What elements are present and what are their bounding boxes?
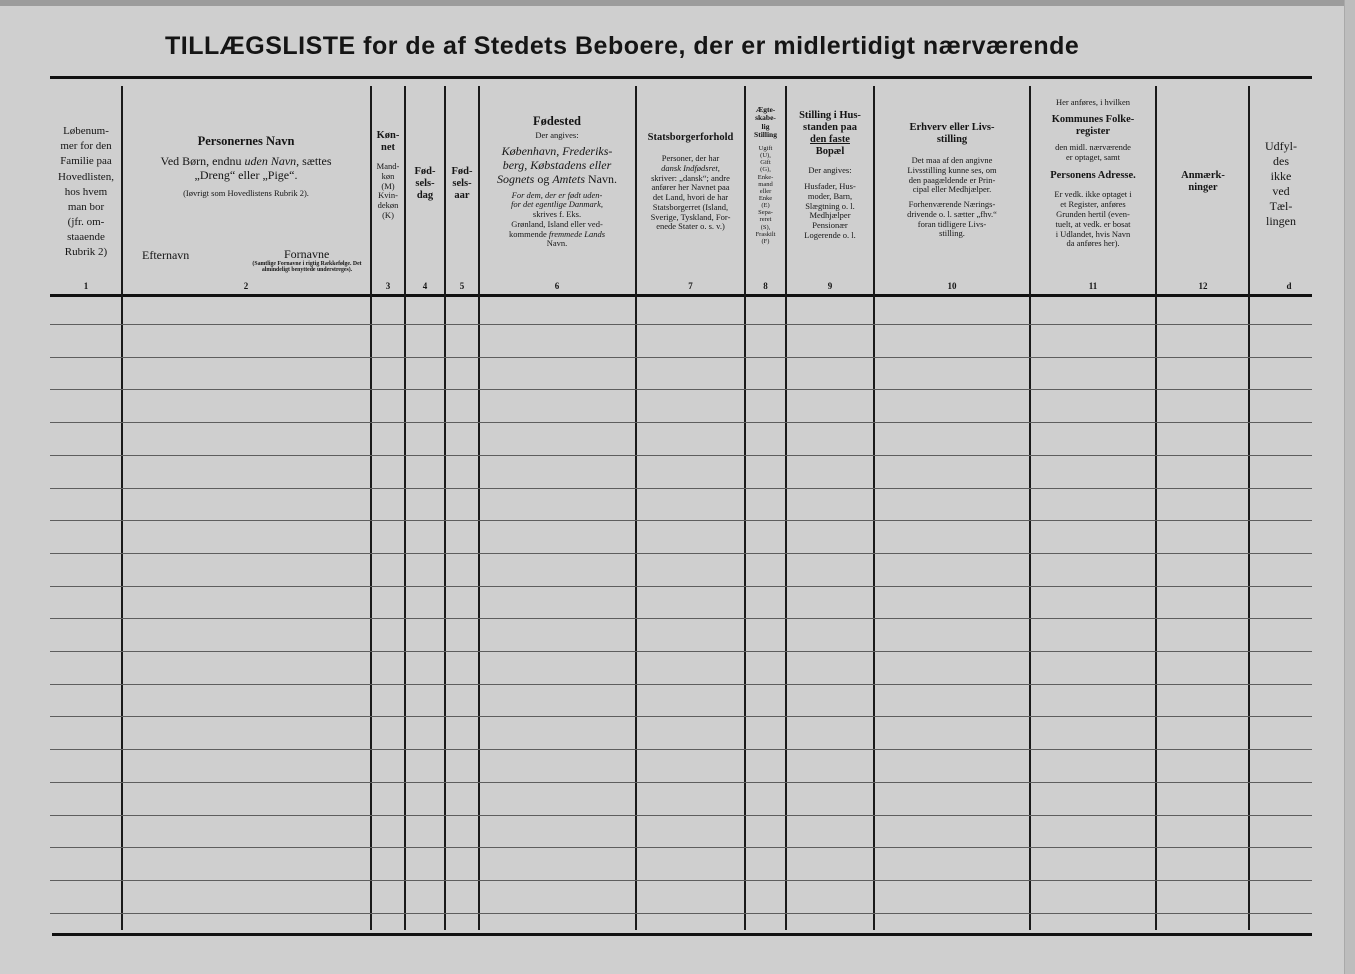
row-line — [50, 618, 1312, 619]
col10-heading: Erhverv eller Livs- — [909, 122, 995, 133]
col6-mixed — [481, 173, 633, 187]
col1-line: man bor — [67, 200, 105, 213]
col6-italic: Sognets — [496, 171, 535, 186]
col6-italic: fremmede Lands — [548, 228, 605, 239]
col7-line: det Land, hvori de har — [652, 192, 729, 203]
col-d-line: des — [1273, 154, 1289, 168]
col11-top: Her anføres, i hvilken — [1055, 98, 1131, 107]
col8-heading: lig — [761, 121, 770, 131]
row-line — [50, 422, 1312, 423]
col1-line: Hovedlisten, — [58, 170, 114, 183]
col10-line: Det maa af den angivne — [911, 155, 993, 166]
form-title: TILLÆGSLISTE for de af Stedets Beboere, der er midlertidigt nærværende — [165, 32, 1080, 60]
col6-heading: Fødested — [533, 114, 581, 128]
col-d-line: Udfyl- — [1265, 139, 1297, 153]
col6-small: Grønland, Island eller ved- — [511, 218, 603, 229]
col8-line: (G), — [760, 166, 771, 174]
col7-line: Sverige, Tyskland, For- — [650, 211, 731, 222]
col9-line: Medhjælper — [809, 210, 851, 221]
row-line — [50, 586, 1312, 587]
col9-heading: Stilling i Hus- — [799, 110, 861, 121]
column-number: 5 — [459, 281, 465, 291]
col2-text: sættes — [302, 154, 332, 169]
col7-line: enede Stater o. s. v.) — [656, 221, 725, 232]
column-divider — [121, 86, 123, 930]
col5-heading: sels- — [452, 178, 472, 190]
col11-heading2: Personens Adresse. — [1050, 170, 1136, 182]
col8-line: eller — [759, 187, 772, 195]
column-number: 4 — [422, 281, 428, 291]
col2-text: Ved Børn, endnu — [160, 154, 242, 169]
col12-heading: Anmærk- — [1181, 170, 1225, 181]
col-d-line: ikke — [1270, 169, 1292, 183]
col7-italic: dansk Indfødsret, — [661, 162, 720, 173]
col1-header — [52, 124, 120, 328]
column-divider — [1029, 86, 1031, 930]
col6-sub: Der angives: — [535, 130, 579, 141]
row-line — [50, 455, 1312, 456]
col11-heading: register — [1075, 125, 1111, 137]
col6-italic-small: For dem, der er født uden- — [511, 189, 603, 200]
col2-surname-label: Efternavn — [142, 248, 190, 262]
col11-line: Grunden hertil (even- — [1056, 209, 1130, 220]
col9-sub: Der angives: — [808, 165, 852, 176]
col1-line: mer for den — [60, 140, 112, 153]
col4-heading: Fød- — [414, 166, 436, 177]
col1-line: (jfr. om- — [67, 216, 105, 229]
col8-header — [746, 106, 785, 310]
col11-line: et Register, anføres — [1060, 199, 1126, 210]
row-line — [50, 913, 1312, 914]
col6-small: skrives f. Eks. — [532, 209, 582, 220]
col11-line: den midl. nærværende — [1055, 141, 1131, 152]
col12-header — [1158, 170, 1248, 374]
col6-text: og — [537, 171, 550, 186]
column-number: 10 — [947, 281, 957, 291]
col7-heading: Statsborgerforhold — [647, 132, 734, 143]
row-line — [50, 357, 1312, 358]
row-line — [50, 716, 1312, 717]
column-number: d — [1286, 281, 1292, 291]
column-number: 3 — [385, 281, 391, 291]
col8-line: reret — [759, 216, 772, 224]
column-divider — [1155, 86, 1157, 930]
col1-line: staaende — [67, 231, 105, 244]
col9-line: Slægtning o. l. — [805, 200, 855, 211]
col2-givennames-label: Fornavne — [284, 247, 330, 261]
col-d-line: ved — [1272, 184, 1290, 198]
column-number: 11 — [1088, 281, 1098, 291]
col9-line: Husfader, Hus- — [804, 181, 856, 192]
col3-line: (K) — [382, 209, 394, 220]
col6-text: Navn. — [588, 171, 617, 186]
row-line — [50, 847, 1312, 848]
col1-line: Rubrik 2) — [64, 246, 108, 259]
col2-heading: Personernes Navn — [197, 134, 295, 148]
col4-heading: dag — [416, 190, 434, 202]
col2-text-italic: uden Navn, — [244, 154, 300, 169]
col6-italic: København, Frederiks- — [501, 144, 613, 159]
bottom-rule — [52, 933, 1312, 936]
col6-italic: Amtets — [552, 171, 585, 186]
col-d-line: Tæl- — [1269, 199, 1293, 213]
row-line — [50, 684, 1312, 685]
col10-heading: stilling — [936, 134, 968, 146]
column-number: 7 — [688, 281, 693, 291]
col6-text: kommende — [508, 228, 547, 239]
col8-line: mand — [758, 180, 773, 188]
col8-line: Ugift — [758, 145, 773, 152]
row-line — [50, 553, 1312, 554]
col3-heading: Køn- — [376, 130, 400, 141]
col11-line: i Udlandet, hvis Navn — [1055, 228, 1131, 239]
col2-text: „Dreng“ eller „Pige“. — [194, 168, 298, 183]
col8-heading: Stilling — [754, 129, 777, 139]
col2-givennames-note: (Samtlige Fornavne i rigtig Rækkefølge. Det almindeligt benyttede understreges). — [252, 261, 362, 274]
col6-small: Navn. — [546, 238, 568, 249]
col7-line: skriver: „dansk“; andre — [651, 172, 730, 183]
col3-heading: net — [381, 142, 395, 154]
col1-line: Familie paa — [60, 155, 112, 168]
col11-header — [1032, 98, 1154, 302]
col8-line: (U), — [760, 152, 771, 160]
row-line — [50, 815, 1312, 816]
col6-italic-small: for det egentlige Danmark, — [510, 199, 604, 210]
row-line — [50, 389, 1312, 390]
col4-heading: sels- — [415, 178, 435, 190]
col8-line: Enke- — [757, 173, 774, 181]
col8-line: Gift — [760, 159, 771, 167]
col1-line: Løbenum- — [63, 125, 109, 137]
col10-line: Livsstilling kunne ses, om — [907, 164, 997, 175]
col2-instruction — [124, 155, 368, 169]
col11-heading: Kommunes Folke- — [1051, 113, 1135, 125]
col8-line: Fraskilt — [755, 230, 776, 238]
row-line — [50, 749, 1312, 750]
col11-line: er optaget, samt — [1065, 151, 1121, 162]
col8-line: (F) — [761, 237, 770, 245]
row-line — [50, 488, 1312, 489]
col10-line: den paagældende er Prin- — [908, 174, 996, 185]
col2-note: (Iøvrigt som Hovedlistens Rubrik 2). — [183, 187, 309, 198]
col2-header — [124, 134, 368, 214]
row-line — [50, 651, 1312, 652]
col10-line: foran tidligere Livs- — [917, 218, 987, 229]
col5-heading: Fød- — [451, 166, 473, 177]
col10-line: drivende o. l. sætter „fhv.“ — [907, 208, 997, 219]
col-d-line: lingen — [1266, 214, 1296, 228]
row-line — [50, 520, 1312, 521]
column-number: 12 — [1198, 281, 1208, 291]
column-number: 2 — [243, 281, 249, 291]
col9-line: Pensionær — [812, 220, 848, 231]
col3-line: dekøn — [377, 200, 399, 211]
column-number: 6 — [554, 281, 560, 291]
col11-line: da anføres her). — [1066, 238, 1120, 249]
col3-line: Mand- — [376, 161, 400, 172]
column-divider — [478, 86, 480, 930]
column-number: 8 — [763, 281, 768, 291]
col9-line: moder, Barn, — [807, 190, 853, 201]
col10-line: cipal eller Medhjælper. — [912, 184, 992, 195]
col8-line: Sepa- — [758, 209, 773, 217]
col5-heading: aar — [454, 190, 470, 202]
col3-line: Kvin- — [378, 190, 398, 201]
column-divider — [1248, 86, 1250, 930]
col9-heading: den faste — [810, 134, 850, 146]
col12-heading: ninger — [1188, 182, 1218, 194]
col9-line: Logerende o. l. — [804, 229, 856, 240]
col3-line: (M) — [381, 180, 395, 191]
col7-line: anfører her Navnet paa — [651, 182, 730, 193]
col9-heading: Bopæl — [815, 146, 845, 158]
row-line — [50, 880, 1312, 881]
col7-header — [637, 132, 744, 336]
column-number: 1 — [83, 281, 89, 291]
column-divider — [873, 86, 875, 930]
col7-line: Statsborgerret (Island, — [652, 201, 729, 212]
col5-header — [446, 166, 478, 370]
col7-line: Personer, der har — [661, 153, 720, 164]
col1-line: hos hvem — [64, 185, 108, 198]
col8-heading: skabe- — [755, 113, 776, 123]
col10-line: Forhenværende Nærings- — [908, 199, 996, 210]
col11-line: tuelt, at vedk. er bosat — [1055, 218, 1131, 229]
col9-heading: standen paa — [803, 122, 857, 134]
col8-line: (E) — [761, 202, 770, 210]
col11-line: Er vedk. ikke optaget i — [1054, 189, 1132, 200]
row-line — [50, 782, 1312, 783]
column-number: 9 — [827, 281, 833, 291]
col10-line: stilling. — [939, 228, 965, 239]
col8-line: Enke — [758, 194, 773, 202]
col3-header — [372, 130, 404, 334]
col4-header — [406, 166, 444, 370]
col8-heading: Ægte- — [755, 106, 776, 114]
col8-line: (S), — [760, 223, 771, 231]
top-rule — [50, 76, 1312, 79]
col-d-header — [1251, 139, 1311, 343]
col10-header — [876, 122, 1028, 326]
col6-italic: berg, Købstadens eller — [502, 157, 612, 172]
col3-line: køn — [381, 170, 395, 181]
